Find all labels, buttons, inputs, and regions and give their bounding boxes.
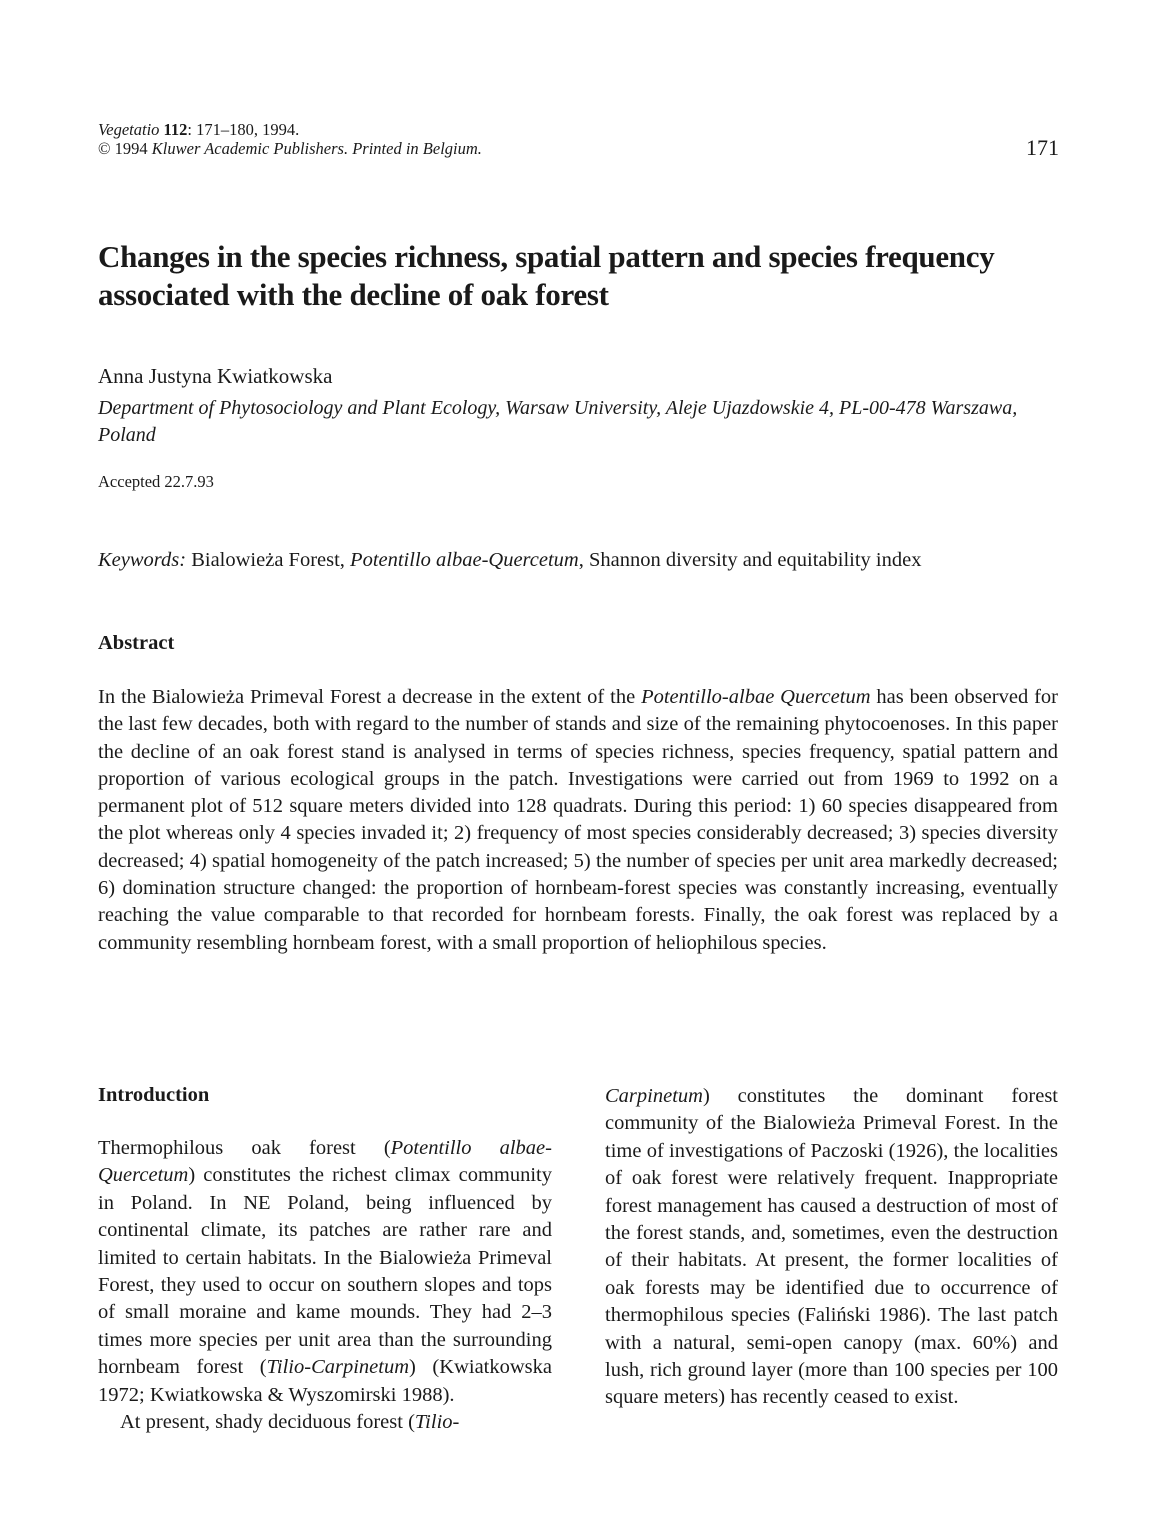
intro-p2-text-1: At present, shady deciduous forest (: [120, 1411, 415, 1434]
journal-name: Vegetatio: [98, 120, 160, 139]
intro-p1-text-2: Potentillo albae-Quercetum: [98, 1137, 552, 1187]
publisher-line: Kluwer Academic Publishers. Printed in Belgium.: [151, 139, 482, 158]
introduction-column-right: [605, 1083, 1058, 1412]
copyright-symbol: ©: [98, 139, 111, 158]
page-number: 171: [1026, 135, 1059, 160]
copyright-year: 1994: [110, 139, 152, 158]
abstract-paragraph: [98, 684, 1058, 957]
abstract-text-2: Potentillo-albae Quercetum: [641, 686, 871, 708]
intro-p1-text-3: ) constitutes the richest climax community in Poland. In NE Poland, being influenced by continental climate, its patches are rather rare and limited to certain habitats. In the Bialowieża Primeval Forest, they used to occur on southern slopes and tops of small moraine and kame mounds. They had 2–3 times more species per unit area than the surrounding hornbeam forest (: [98, 1164, 552, 1379]
intro-p1-text-5: ) (Kwiatkowska 1972; Kwiatkowska & Wyszomirski 1988).: [98, 1356, 552, 1406]
abstract-body: [98, 684, 1058, 957]
accepted-date: Accepted 22.7.93: [98, 472, 214, 491]
intro-paragraph-2: [98, 1409, 552, 1436]
journal-pages-year: : 171–180, 1994.: [187, 120, 300, 139]
intro-p1-text-4: Tilio-Carpinetum: [266, 1356, 410, 1379]
intro-p1-text-1: Thermophilous oak forest (: [98, 1137, 391, 1159]
journal-citation: [98, 120, 482, 158]
intro-paragraph-2-continued: [605, 1083, 1058, 1412]
keywords-text-3: , Shannon diversity and equitability index: [578, 549, 922, 571]
abstract-text-3: has been observed for the last few decades, both with regard to the number of stands and size of the remaining phytocoenoses. In this paper the decline of an oak forest stand is analysed in terms of species richness, species frequency, spatial pattern and proportion of various ecological groups in the patch. Investigations were carried out from 1969 to 1992 on a permanent plot of 512 square meters divided into 128 quadrats. During this period: 1) 60 species disappeared from the plot whereas only 4 species invaded it; 2) frequency of most species considerably decreased; 3) species diversity decreased; 4) spatial homogeneity of the patch increased; 5) the number of species per unit area markedly decreased; 6) domination structure changed: the proportion of hornbeam-forest species was constantly increasing, eventually reaching the value comparable to that recorded for hornbeam forests. Finally, the oak forest was replaced by a community resembling hornbeam forest, with a small proportion of heliophilous species.: [98, 686, 1058, 954]
journal-volume: 112: [163, 120, 188, 139]
intro-p2-text-2: Tilio-: [414, 1411, 460, 1434]
introduction-heading: Introduction: [98, 1084, 210, 1106]
keywords-label: Keywords:: [98, 549, 187, 571]
keywords-text-2: Potentillo albae-Quercetum: [350, 549, 579, 571]
abstract-text-1: In the Bialowieża Primeval Forest a decrease in the extent of the: [98, 686, 642, 708]
abstract-heading: Abstract: [98, 632, 175, 654]
paper-title: Changes in the species richness, spatial pattern and species frequency associated with the decline of oak forest: [98, 239, 995, 312]
intro-c2-text-1: Carpinetum: [605, 1085, 703, 1107]
copyright-line: [98, 139, 482, 158]
keywords-text-1: Bialowieża Forest,: [186, 549, 351, 571]
intro-paragraph-1: [98, 1135, 552, 1409]
intro-c2-text-2: ) constitutes the dominant forest community of the Bialowieża Primeval Forest. In the time of investigations of Paczoski (1926), the localities of oak forest were relatively frequent. Inappropriate forest management has caused a destruction of most of the forest stands, and, sometimes, even the destruction of their habitats. At present, the former localities of oak forests may be identified due to occurrence of thermophilous species (Faliński 1986). The last patch with a natural, semi-open canopy (max. 60%) and lush, rich ground layer (more than 100 species per 100 square meters) has recently ceased to exist.: [605, 1085, 1058, 1409]
journal-volume-line: [98, 120, 482, 139]
keywords: [98, 549, 1058, 572]
introduction-column-left: [98, 1135, 552, 1436]
author-name: Anna Justyna Kwiatkowska: [98, 364, 333, 388]
author-affiliation: Department of Phytosociology and Plant Ecology, Warsaw University, Aleje Ujazdowskie 4, PL-00-478 Warszawa, Poland: [98, 397, 1018, 446]
